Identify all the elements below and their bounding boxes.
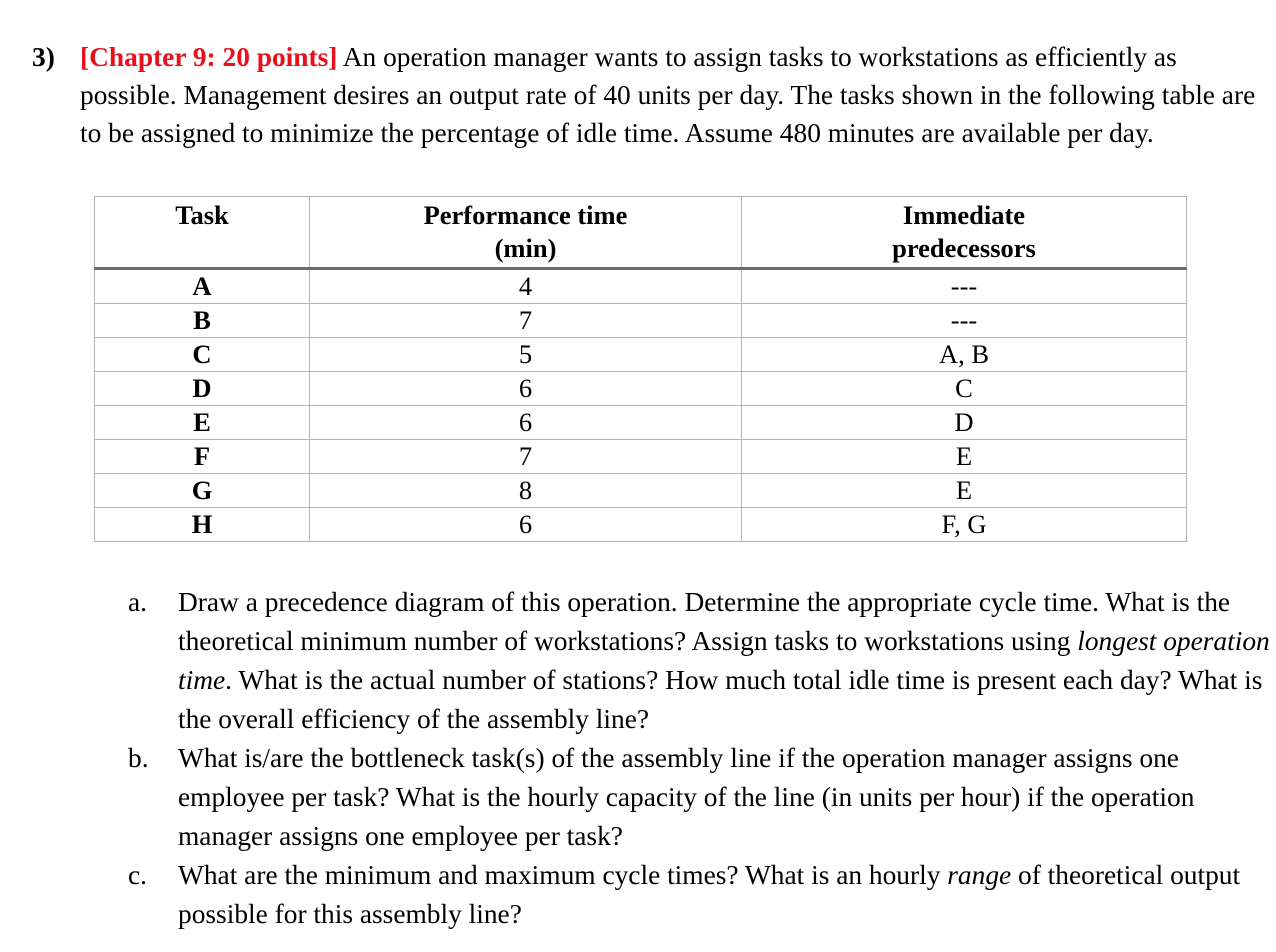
header-performance-time: Performance time (min) <box>310 197 742 269</box>
question-letter: a. <box>128 587 148 617</box>
question-c-text: What are the minimum and maximum cycle times? What is an hourly <box>178 860 948 890</box>
question-a-text-cont: . What is the actual number of stations? How much total idle time is present each day? What is the overall efficiency of the assembly line? <box>178 665 1263 734</box>
task-table-container <box>94 196 1186 542</box>
cell-predecessors: D <box>742 406 1187 440</box>
question-c <box>128 856 1276 934</box>
table-row <box>95 406 1187 440</box>
cell-time: 8 <box>310 474 742 508</box>
cell-predecessors: C <box>742 372 1187 406</box>
chapter-points-header: [Chapter 9: 20 points] <box>80 42 338 72</box>
problem-number: 3) <box>32 42 55 72</box>
table-row <box>95 508 1187 542</box>
cell-predecessors: A, B <box>742 338 1187 372</box>
question-list <box>128 583 1276 934</box>
header-immediate-predecessors: Immediate predecessors <box>742 197 1187 269</box>
cell-task: B <box>95 304 310 338</box>
task-table <box>94 196 1187 542</box>
table-row <box>95 440 1187 474</box>
cell-task: F <box>95 440 310 474</box>
cell-time: 5 <box>310 338 742 372</box>
cell-predecessors: E <box>742 440 1187 474</box>
cell-task: G <box>95 474 310 508</box>
problem-description: An operation manager wants to assign tasks to workstations as efficiently as possible. Management desires an output rate of 40 units per day. The tasks shown in the following table are to be assigned to minimize the percentage of idle time. Assume 480 minutes are available per day. <box>80 42 1256 148</box>
cell-time: 4 <box>310 269 742 304</box>
question-b-text: What is/are the bottleneck task(s) of the assembly line if the operation manager assigns one employee per task? What is the hourly capacity of the line (in units per hour) if the operation manager assigns one employee per task? <box>178 743 1195 851</box>
question-a-emphasis: longest operation time <box>178 626 1270 695</box>
cell-task: A <box>95 269 310 304</box>
cell-task: H <box>95 508 310 542</box>
cell-task: D <box>95 372 310 406</box>
table-row <box>95 304 1187 338</box>
cell-predecessors: --- <box>742 269 1187 304</box>
cell-time: 6 <box>310 372 742 406</box>
cell-predecessors: --- <box>742 304 1187 338</box>
cell-predecessors: F, G <box>742 508 1187 542</box>
cell-time: 6 <box>310 406 742 440</box>
cell-time: 7 <box>310 304 742 338</box>
header-task: Task <box>95 197 310 269</box>
problem-text <box>80 38 1268 152</box>
table-header-row <box>95 197 1187 269</box>
table-row <box>95 338 1187 372</box>
question-a <box>128 583 1276 739</box>
question-a-text: Draw a precedence diagram of this operation. Determine the appropriate cycle time. What is the theoretical minimum number of workstations? Assign tasks to workstations using <box>178 587 1231 656</box>
table-row <box>95 474 1187 508</box>
question-c-text-cont: of theoretical output possible for this assembly line? <box>178 860 1241 929</box>
problem-statement <box>32 38 1268 152</box>
cell-task: E <box>95 406 310 440</box>
cell-task: C <box>95 338 310 372</box>
cell-predecessors: E <box>742 474 1187 508</box>
table-row <box>95 269 1187 304</box>
question-letter: b. <box>128 743 149 773</box>
question-c-emphasis: range <box>947 860 1012 890</box>
table-row <box>95 372 1187 406</box>
cell-time: 6 <box>310 508 742 542</box>
question-letter: c. <box>128 860 148 890</box>
cell-time: 7 <box>310 440 742 474</box>
question-b <box>128 739 1276 856</box>
